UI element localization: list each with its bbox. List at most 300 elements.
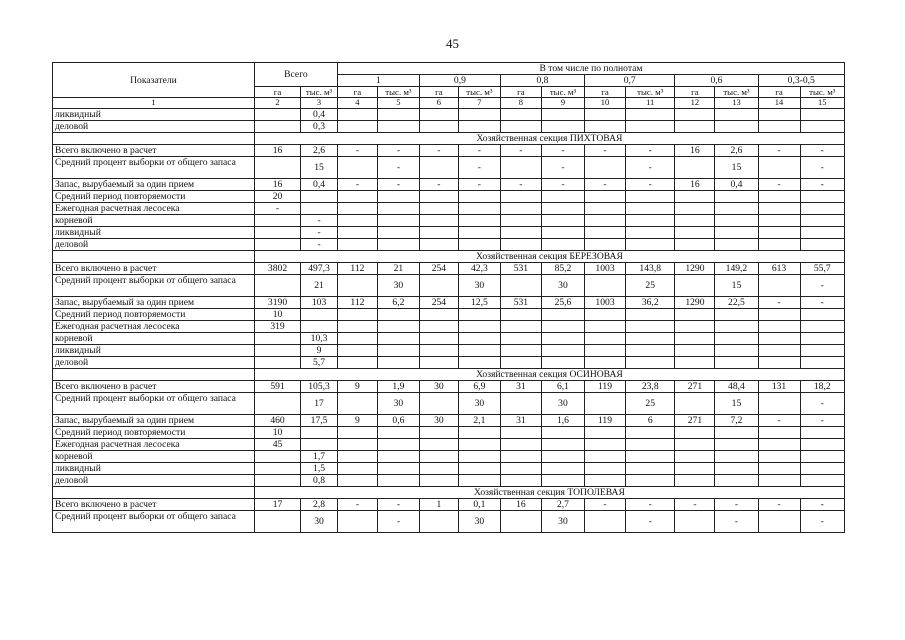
table-cell: [675, 157, 715, 179]
table-cell: 9: [337, 381, 377, 393]
table-cell: [500, 333, 541, 345]
table-cell: [337, 345, 377, 357]
column-number: 2: [254, 98, 300, 109]
row-label: Ежегодная расчетная лесосека: [53, 439, 255, 451]
table-cell: -: [337, 499, 377, 511]
table-cell: -: [626, 511, 675, 533]
table-cell: [585, 511, 626, 533]
table-cell: 119: [585, 381, 626, 393]
table-cell: [419, 511, 458, 533]
table-cell: [758, 109, 800, 121]
table-cell: 6,9: [458, 381, 500, 393]
table-cell: [500, 439, 541, 451]
row-label: корневой: [53, 215, 255, 227]
density-header: 1: [337, 75, 419, 87]
column-number: 15: [800, 98, 844, 109]
table-cell: [254, 475, 300, 487]
table-cell: [626, 191, 675, 203]
column-number: 10: [585, 98, 626, 109]
table-cell: [626, 451, 675, 463]
table-cell: [337, 109, 377, 121]
header-column-numbers-row: [53, 98, 845, 109]
table-cell: 1003: [585, 263, 626, 275]
table-cell: [301, 321, 338, 333]
table-cell: [337, 451, 377, 463]
unit-volume: тыс. м³: [541, 87, 584, 98]
table-cell: -: [337, 145, 377, 157]
table-cell: 21: [301, 275, 338, 297]
table-cell: [500, 227, 541, 239]
table-cell: -: [377, 511, 419, 533]
table-cell: [675, 239, 715, 251]
table-cell: [377, 309, 419, 321]
table-cell: [377, 191, 419, 203]
table-cell: [585, 109, 626, 121]
table-cell: [377, 345, 419, 357]
table-cell: 497,3: [301, 263, 338, 275]
table-row: [53, 415, 845, 427]
table-cell: [377, 109, 419, 121]
table-row: [53, 475, 845, 487]
table-cell: 30: [541, 275, 584, 297]
table-cell: 45: [254, 439, 300, 451]
table-row: [53, 109, 845, 121]
table-cell: [541, 239, 584, 251]
table-body: [53, 109, 845, 533]
table-cell: [800, 227, 844, 239]
table-cell: [758, 157, 800, 179]
table-cell: [419, 451, 458, 463]
row-label: Средний процент выборки от общего запаса: [53, 511, 255, 533]
table-cell: 16: [675, 145, 715, 157]
section-title: Хозяйственная секция ПИХТОВАЯ: [254, 133, 844, 145]
table-cell: [419, 109, 458, 121]
table-cell: [500, 511, 541, 533]
unit-volume: тыс. м³: [626, 87, 675, 98]
table-cell: -: [254, 203, 300, 215]
table-cell: [800, 215, 844, 227]
table-cell: [337, 191, 377, 203]
table-cell: [800, 191, 844, 203]
table-cell: [458, 333, 500, 345]
table-row: [53, 381, 845, 393]
section-row: [53, 133, 845, 145]
table-cell: -: [419, 179, 458, 191]
table-cell: 48,4: [715, 381, 758, 393]
table-cell: [500, 203, 541, 215]
table-cell: [458, 191, 500, 203]
table-cell: -: [715, 499, 758, 511]
table-cell: [500, 357, 541, 369]
table-cell: [626, 309, 675, 321]
table-cell: [758, 427, 800, 439]
table-cell: [458, 239, 500, 251]
table-cell: 30: [541, 511, 584, 533]
table-cell: [337, 511, 377, 533]
table-cell: -: [626, 499, 675, 511]
table-cell: 25: [626, 275, 675, 297]
table-cell: [337, 309, 377, 321]
table-cell: [377, 463, 419, 475]
table-cell: [500, 393, 541, 415]
table-row: [53, 345, 845, 357]
table-row: [53, 157, 845, 179]
table-cell: -: [626, 145, 675, 157]
table-cell: [377, 333, 419, 345]
table-cell: 143,8: [626, 263, 675, 275]
table-cell: [500, 451, 541, 463]
unit-ha: га: [337, 87, 377, 98]
table-cell: [800, 463, 844, 475]
table-cell: [715, 121, 758, 133]
table-cell: [715, 239, 758, 251]
table-cell: -: [626, 179, 675, 191]
table-cell: [585, 121, 626, 133]
table-cell: [419, 239, 458, 251]
table-cell: 21: [377, 263, 419, 275]
table-cell: [758, 121, 800, 133]
table-cell: [500, 157, 541, 179]
table-cell: [541, 109, 584, 121]
table-row: [53, 499, 845, 511]
column-number: 1: [53, 98, 255, 109]
row-label: Средний период повторяемости: [53, 427, 255, 439]
density-header: 0,3-0,5: [758, 75, 845, 87]
table-cell: -: [377, 145, 419, 157]
table-cell: [715, 439, 758, 451]
table-cell: 319: [254, 321, 300, 333]
table-cell: [715, 357, 758, 369]
table-cell: 0,3: [301, 121, 338, 133]
table-cell: [675, 357, 715, 369]
table-cell: 42,3: [458, 263, 500, 275]
table-cell: [758, 333, 800, 345]
table-cell: 1,6: [541, 415, 584, 427]
row-label: Ежегодная расчетная лесосека: [53, 203, 255, 215]
table-cell: 31: [500, 415, 541, 427]
table-cell: 10: [254, 427, 300, 439]
table-cell: -: [800, 275, 844, 297]
table-cell: [337, 227, 377, 239]
table-cell: [337, 463, 377, 475]
table-cell: -: [377, 499, 419, 511]
density-header: 0,8: [500, 75, 584, 87]
table-cell: 254: [419, 297, 458, 309]
table-cell: 112: [337, 297, 377, 309]
table-cell: [419, 345, 458, 357]
table-cell: [675, 439, 715, 451]
table-cell: [377, 121, 419, 133]
table-cell: [758, 511, 800, 533]
column-number: 12: [675, 98, 715, 109]
section-title: Хозяйственная секция ТОПОЛЕВАЯ: [254, 487, 844, 499]
row-label: корневой: [53, 451, 255, 463]
table-cell: 131: [758, 381, 800, 393]
table-row: [53, 191, 845, 203]
table-cell: 17,5: [301, 415, 338, 427]
table-cell: [800, 451, 844, 463]
row-label: деловой: [53, 121, 255, 133]
table-cell: 2,6: [715, 145, 758, 157]
row-label-empty: [53, 487, 255, 499]
forest-cutting-table: [52, 62, 845, 533]
table-cell: [675, 191, 715, 203]
table-cell: 9: [301, 345, 338, 357]
table-cell: [541, 321, 584, 333]
table-cell: -: [800, 511, 844, 533]
table-cell: [626, 357, 675, 369]
unit-ha: га: [500, 87, 541, 98]
table-cell: [541, 475, 584, 487]
table-cell: [758, 275, 800, 297]
table-cell: [758, 321, 800, 333]
table-cell: -: [800, 179, 844, 191]
table-cell: [675, 121, 715, 133]
table-cell: -: [377, 157, 419, 179]
table-cell: 16: [254, 145, 300, 157]
table-cell: [675, 451, 715, 463]
row-label: Средний период повторяемости: [53, 309, 255, 321]
table-cell: [419, 393, 458, 415]
table-cell: [626, 439, 675, 451]
table-cell: [758, 227, 800, 239]
table-cell: [800, 309, 844, 321]
table-cell: 112: [337, 263, 377, 275]
row-label: Запас, вырубаемый за один прием: [53, 179, 255, 191]
table-cell: [301, 427, 338, 439]
table-cell: 2,6: [301, 145, 338, 157]
table-cell: -: [800, 499, 844, 511]
table-cell: [458, 321, 500, 333]
table-cell: -: [541, 179, 584, 191]
table-cell: [500, 121, 541, 133]
table-cell: 0,6: [377, 415, 419, 427]
table-cell: [541, 345, 584, 357]
table-cell: [458, 451, 500, 463]
table-cell: [800, 121, 844, 133]
table-cell: 0,8: [301, 475, 338, 487]
table-cell: [715, 215, 758, 227]
table-row: [53, 215, 845, 227]
table-cell: [715, 475, 758, 487]
table-cell: [626, 333, 675, 345]
row-label: ликвидный: [53, 109, 255, 121]
row-label: Ежегодная расчетная лесосека: [53, 321, 255, 333]
row-label: деловой: [53, 357, 255, 369]
table-cell: [585, 321, 626, 333]
table-cell: [337, 427, 377, 439]
table-cell: [800, 345, 844, 357]
row-label: Средний процент выборки от общего запаса: [53, 275, 255, 297]
table-cell: 0,4: [301, 179, 338, 191]
table-cell: [458, 121, 500, 133]
table-cell: -: [715, 511, 758, 533]
row-label: ликвидный: [53, 463, 255, 475]
table-cell: [419, 191, 458, 203]
table-cell: [715, 191, 758, 203]
table-cell: [301, 203, 338, 215]
table-cell: [675, 345, 715, 357]
table-cell: [458, 427, 500, 439]
table-cell: [337, 321, 377, 333]
table-cell: [541, 215, 584, 227]
table-cell: [377, 475, 419, 487]
table-cell: 3190: [254, 297, 300, 309]
table-cell: 23,8: [626, 381, 675, 393]
table-cell: [585, 345, 626, 357]
table-cell: [541, 227, 584, 239]
table-cell: -: [675, 499, 715, 511]
table-cell: [337, 439, 377, 451]
row-label: Всего включено в расчет: [53, 381, 255, 393]
header-indicator: Показатели: [53, 63, 255, 98]
table-cell: 1290: [675, 263, 715, 275]
table-cell: -: [800, 415, 844, 427]
table-cell: [254, 215, 300, 227]
table-cell: [675, 227, 715, 239]
table-cell: [377, 227, 419, 239]
page-number: 45: [446, 36, 459, 51]
table-cell: [585, 357, 626, 369]
table-row: [53, 203, 845, 215]
unit-volume: тыс. м³: [800, 87, 844, 98]
table-cell: -: [800, 145, 844, 157]
table-cell: [337, 393, 377, 415]
table-cell: [800, 203, 844, 215]
table-cell: [626, 345, 675, 357]
table-cell: [626, 427, 675, 439]
table-cell: [758, 309, 800, 321]
row-label: Всего включено в расчет: [53, 499, 255, 511]
row-label: ликвидный: [53, 345, 255, 357]
table-cell: 17: [254, 499, 300, 511]
row-label-empty: [53, 133, 255, 145]
table-cell: 1: [419, 499, 458, 511]
table-cell: 30: [458, 393, 500, 415]
table-cell: [254, 357, 300, 369]
table-cell: 20: [254, 191, 300, 203]
table-cell: [626, 475, 675, 487]
table-row: [53, 227, 845, 239]
table-cell: [500, 109, 541, 121]
table-cell: [541, 451, 584, 463]
table-cell: 271: [675, 381, 715, 393]
table-cell: [541, 333, 584, 345]
table-cell: [458, 309, 500, 321]
table-cell: [758, 393, 800, 415]
table-cell: [626, 321, 675, 333]
table-cell: [500, 275, 541, 297]
row-label-empty: [53, 251, 255, 263]
table-cell: [715, 309, 758, 321]
table-cell: [254, 345, 300, 357]
column-number: 13: [715, 98, 758, 109]
table-row: [53, 393, 845, 415]
table-cell: [337, 203, 377, 215]
table-cell: [419, 427, 458, 439]
table-cell: [254, 393, 300, 415]
table-cell: 10,3: [301, 333, 338, 345]
table-cell: [254, 239, 300, 251]
column-number: 8: [500, 98, 541, 109]
table-cell: -: [337, 179, 377, 191]
table-cell: [377, 203, 419, 215]
table-cell: [458, 215, 500, 227]
column-number: 7: [458, 98, 500, 109]
table-cell: 55,7: [800, 263, 844, 275]
table-cell: [585, 157, 626, 179]
table-cell: [626, 203, 675, 215]
table-cell: [419, 157, 458, 179]
table-cell: -: [301, 239, 338, 251]
table-cell: [254, 451, 300, 463]
table-cell: [675, 275, 715, 297]
table-cell: 5,7: [301, 357, 338, 369]
table-cell: [758, 357, 800, 369]
table-cell: [254, 157, 300, 179]
table-cell: [458, 227, 500, 239]
table-cell: [585, 309, 626, 321]
table-cell: [541, 427, 584, 439]
table-cell: [758, 439, 800, 451]
header-total: Всего: [254, 63, 337, 87]
table-cell: [377, 427, 419, 439]
table-cell: 460: [254, 415, 300, 427]
table-cell: -: [626, 157, 675, 179]
unit-volume: тыс. м³: [715, 87, 758, 98]
table-cell: 1,5: [301, 463, 338, 475]
table-cell: [337, 357, 377, 369]
table-row: [53, 511, 845, 533]
table-cell: [715, 227, 758, 239]
table-row: [53, 357, 845, 369]
table-row: [53, 263, 845, 275]
section-row: [53, 487, 845, 499]
table-cell: 149,2: [715, 263, 758, 275]
unit-ha: га: [254, 87, 300, 98]
table-cell: [419, 203, 458, 215]
unit-volume: тыс. м³: [301, 87, 338, 98]
table-cell: -: [458, 145, 500, 157]
table-cell: [419, 309, 458, 321]
table-cell: [254, 121, 300, 133]
table-cell: 254: [419, 263, 458, 275]
table-cell: 17: [301, 393, 338, 415]
table-row: [53, 121, 845, 133]
table-cell: 531: [500, 263, 541, 275]
table-cell: [337, 475, 377, 487]
table-row: [53, 451, 845, 463]
table-cell: 12,5: [458, 297, 500, 309]
table-cell: -: [301, 227, 338, 239]
table-cell: [254, 109, 300, 121]
column-number: 6: [419, 98, 458, 109]
table-cell: 16: [500, 499, 541, 511]
table-cell: [800, 239, 844, 251]
table-cell: [377, 357, 419, 369]
table-cell: [419, 321, 458, 333]
table-cell: 30: [458, 511, 500, 533]
table-cell: [715, 109, 758, 121]
table-cell: -: [800, 393, 844, 415]
table-cell: 85,2: [541, 263, 584, 275]
table-cell: [758, 191, 800, 203]
table-cell: [458, 463, 500, 475]
table-cell: 7,2: [715, 415, 758, 427]
table-cell: [585, 427, 626, 439]
table-cell: 31: [500, 381, 541, 393]
unit-ha: га: [585, 87, 626, 98]
